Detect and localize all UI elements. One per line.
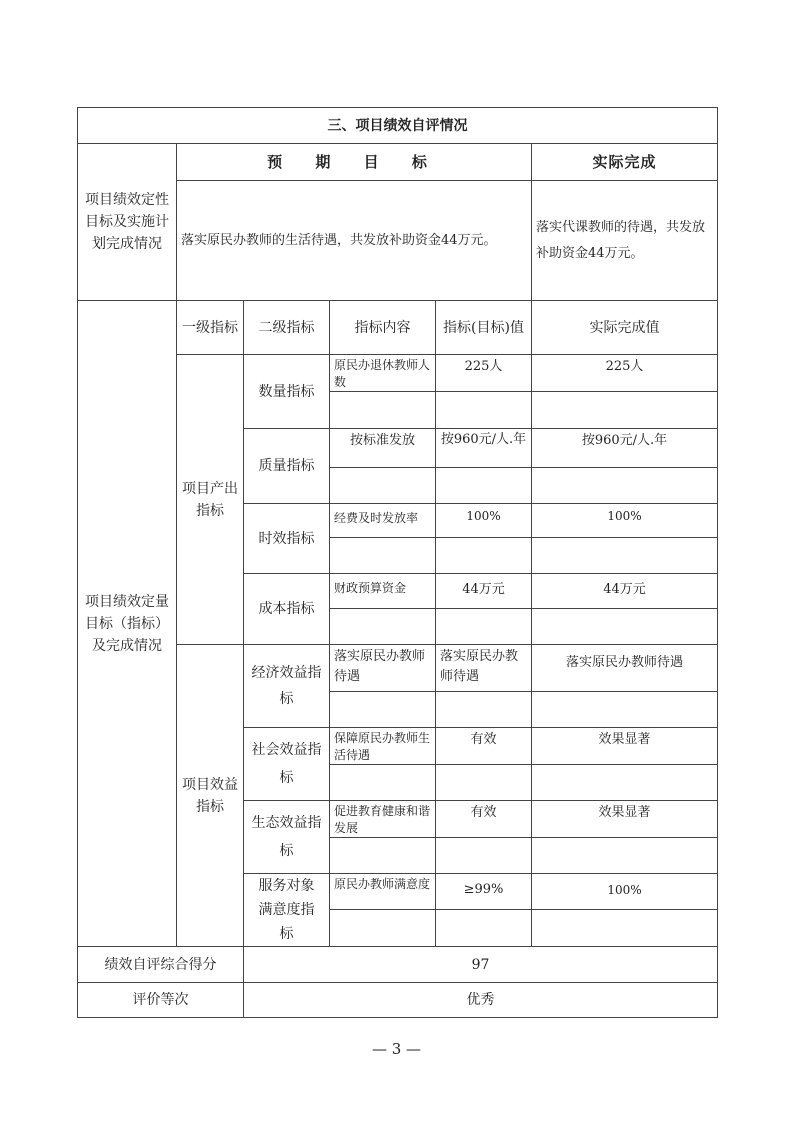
level2-cell: 数量指标 bbox=[244, 355, 330, 429]
target-cell: 按960元/人.年 bbox=[436, 429, 532, 468]
target-cell: 落实原民办教师待遇 bbox=[436, 645, 532, 692]
content-cell: 保障原民办教师生活待遇 bbox=[330, 728, 436, 765]
content-cell: 落实原民办教师待遇 bbox=[330, 645, 436, 692]
content-cell: 原民办教师满意度 bbox=[330, 874, 436, 910]
table-title: 三、项目绩效自评情况 bbox=[78, 108, 718, 144]
header-actual: 实际完成值 bbox=[532, 301, 718, 355]
actual-cell: 44万元 bbox=[532, 574, 718, 609]
score-value: 97 bbox=[244, 947, 718, 983]
level1-cell: 项目产出指标 bbox=[177, 355, 244, 645]
actual-header: 实际完成 bbox=[532, 144, 718, 181]
target-cell: 44万元 bbox=[436, 574, 532, 609]
score-label: 绩效自评综合得分 bbox=[78, 947, 244, 983]
actual-cell: 效果显著 bbox=[532, 801, 718, 838]
quantitative-label: 项目绩效定量目标（指标）及完成情况 bbox=[78, 301, 177, 947]
actual-cell: 100% bbox=[532, 874, 718, 910]
header-level1: 一级指标 bbox=[177, 301, 244, 355]
actual-cell: 落实原民办教师待遇 bbox=[532, 645, 718, 692]
level2-cell: 社会效益指标 bbox=[244, 728, 330, 801]
level2-cell: 生态效益指标 bbox=[244, 801, 330, 874]
header-level2: 二级指标 bbox=[244, 301, 330, 355]
target-cell: 有效 bbox=[436, 728, 532, 765]
content-cell: 原民办退休教师人数 bbox=[330, 355, 436, 392]
level2-cell: 经济效益指标 bbox=[244, 645, 330, 728]
level2-cell: 质量指标 bbox=[244, 429, 330, 504]
level2-cell: 时效指标 bbox=[244, 504, 330, 574]
expected-header: 预 期 目 标 bbox=[177, 144, 532, 181]
level1-cell: 项目效益指标 bbox=[177, 645, 244, 947]
target-cell: 100% bbox=[436, 504, 532, 538]
actual-cell: 100% bbox=[532, 504, 718, 538]
actual-cell: 225人 bbox=[532, 355, 718, 392]
qualitative-label: 项目绩效定性目标及实施计划完成情况 bbox=[78, 144, 177, 301]
actual-text: 落实代课教师的待遇，共发放补助资金44万元。 bbox=[532, 181, 718, 301]
page-number: — 3 — bbox=[371, 1040, 422, 1058]
content-cell: 经费及时发放率 bbox=[330, 504, 436, 538]
target-cell: 有效 bbox=[436, 801, 532, 838]
target-cell: 225人 bbox=[436, 355, 532, 392]
expected-text: 落实原民办教师的生活待遇，共发放补助资金44万元。 bbox=[177, 181, 532, 301]
header-target: 指标(目标)值 bbox=[436, 301, 532, 355]
grade-label: 评价等次 bbox=[78, 983, 244, 1018]
content-cell: 财政预算资金 bbox=[330, 574, 436, 609]
content-cell: 按标准发放 bbox=[330, 429, 436, 468]
level2-cell: 成本指标 bbox=[244, 574, 330, 645]
grade-value: 优秀 bbox=[244, 983, 718, 1018]
level2-cell: 服务对象满意度指标 bbox=[244, 874, 330, 947]
actual-cell: 按960元/人.年 bbox=[532, 429, 718, 468]
header-content: 指标内容 bbox=[330, 301, 436, 355]
target-cell: ≥99% bbox=[436, 874, 532, 910]
performance-table bbox=[77, 107, 718, 1018]
content-cell: 促进教育健康和谐发展 bbox=[330, 801, 436, 838]
actual-cell: 效果显著 bbox=[532, 728, 718, 765]
